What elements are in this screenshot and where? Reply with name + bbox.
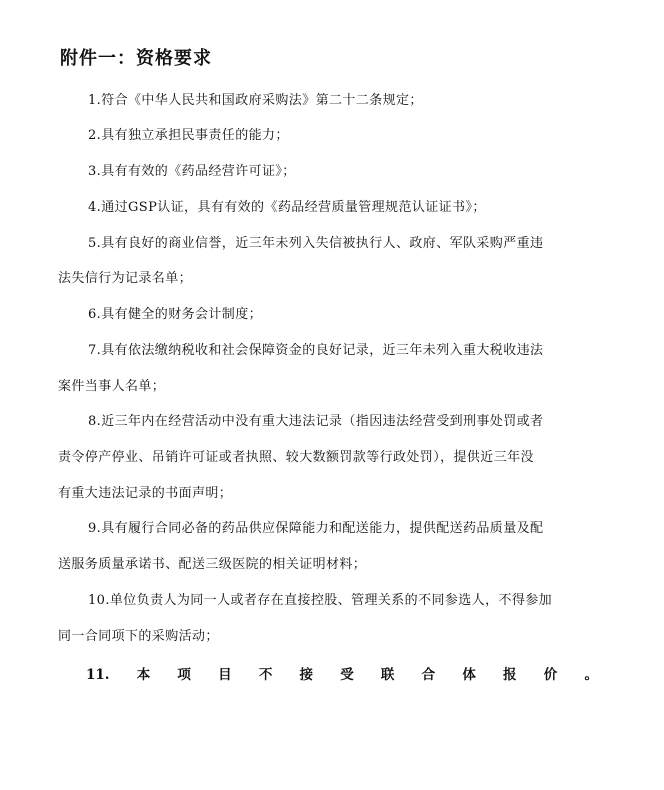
requirement-6: 6.具有健全的财务会计制度；	[88, 307, 263, 322]
requirement-10: 10.单位负责人为同一人或者存在直接控股、管理关系的不同参选人，不得参加	[88, 593, 553, 608]
requirement-11-char: 接	[299, 667, 314, 683]
requirement-8: 8.近三年内在经营活动中没有重大违法记录（指因违法经营受到刑事处罚或者	[88, 414, 544, 429]
requirement-8-continued-1: 责令停产停业、吊销许可证或者执照、较大数额罚款等行政处罚），提供近三年没	[58, 450, 534, 465]
requirement-11-char: 。	[584, 667, 598, 683]
requirement-11-char: 目	[218, 667, 232, 683]
requirement-5: 5.具有良好的商业信誉，近三年未列入失信被执行人、政府、军队采购严重违	[88, 236, 544, 251]
requirement-4: 4.通过GSP认证，具有有效的《药品经营质量管理规范认证证书》；	[88, 200, 486, 215]
requirement-11-char: 项	[177, 667, 191, 683]
requirement-11-char: 合	[421, 667, 436, 683]
requirement-11-char: 不	[258, 667, 273, 683]
attachment-title: 附件一：资格要求	[60, 48, 212, 69]
requirement-10-continued: 同一合同项下的采购活动；	[58, 629, 219, 644]
requirement-7: 7.具有依法缴纳税收和社会保障资金的良好记录，近三年未列入重大税收违法	[88, 343, 544, 358]
requirement-11	[86, 666, 598, 684]
requirement-11-char: 报	[503, 667, 517, 683]
requirement-9-continued: 送服务质量承诺书、配送三级医院的相关证明材料；	[58, 557, 367, 572]
requirement-11-char: 11.	[86, 667, 110, 683]
requirement-11-char: 联	[380, 667, 395, 683]
requirement-9: 9.具有履行合同必备的药品供应保障能力和配送能力，提供配送药品质量及配	[88, 521, 544, 536]
requirement-11-char: 价	[543, 667, 558, 683]
requirement-8-continued-2: 有重大违法记录的书面声明；	[58, 486, 233, 501]
requirement-5-continued: 法失信行为记录名单；	[58, 271, 193, 286]
requirement-7-continued: 案件当事人名单；	[58, 379, 166, 394]
requirement-2: 2.具有独立承担民事责任的能力；	[88, 128, 289, 143]
requirement-1: 1.符合《中华人民共和国政府采购法》第二十二条规定；	[88, 93, 423, 108]
requirement-3: 3.具有有效的《药品经营许可证》；	[88, 164, 296, 179]
requirement-11-char: 受	[340, 667, 354, 683]
requirement-11-char: 本	[136, 667, 151, 683]
requirement-11-char: 体	[462, 667, 476, 683]
